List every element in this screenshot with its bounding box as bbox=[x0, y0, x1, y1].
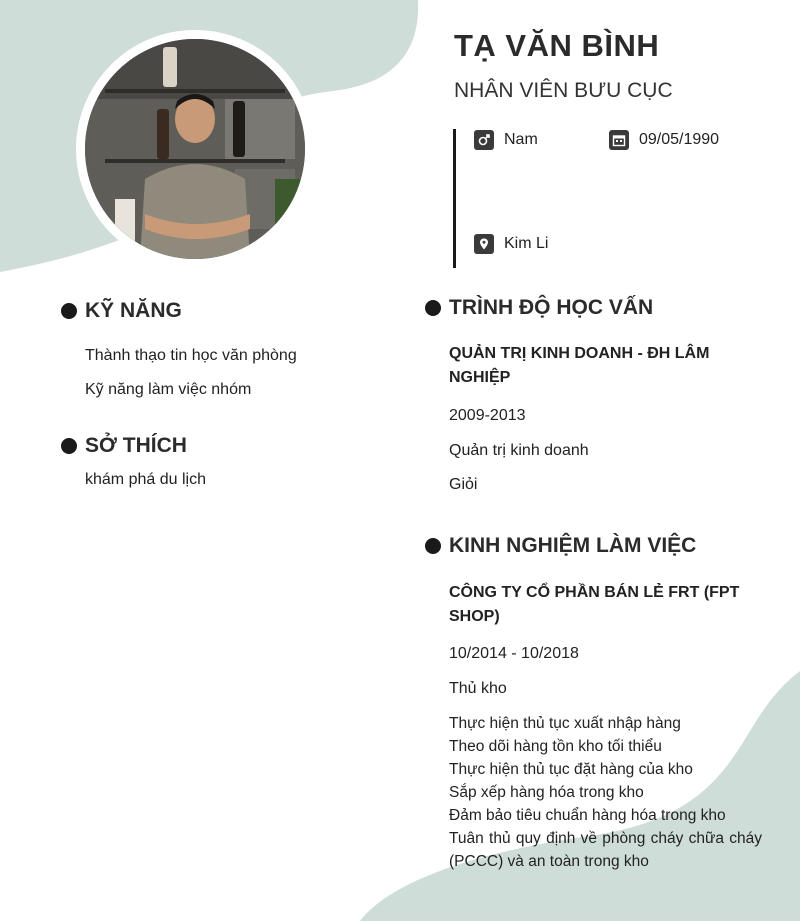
map-pin-icon bbox=[474, 234, 494, 254]
skills-heading-text: KỸ NĂNG bbox=[85, 299, 182, 322]
hobby-item: khám phá du lịch bbox=[85, 471, 206, 488]
hobbies-heading-text: SỞ THÍCH bbox=[85, 434, 187, 457]
bullet-icon bbox=[425, 538, 441, 554]
experience-company bbox=[449, 581, 739, 629]
skills-heading bbox=[61, 299, 182, 323]
duty-item: Thực hiện thủ tục đặt hàng của kho bbox=[449, 761, 693, 778]
duties-list bbox=[449, 712, 762, 873]
education-grade: Giỏi bbox=[449, 476, 478, 493]
job-title: NHÂN VIÊN BƯU CỤC bbox=[454, 79, 673, 102]
experience-heading bbox=[425, 534, 696, 558]
duty-item: Sắp xếp hàng hóa trong kho bbox=[449, 784, 644, 801]
education-heading-text: TRÌNH ĐỘ HỌC VẤN bbox=[449, 296, 654, 319]
education-title bbox=[449, 342, 709, 390]
duty-item: Theo dõi hàng tồn kho tối thiểu bbox=[449, 738, 662, 755]
address-info bbox=[474, 234, 548, 254]
duty-item: Thực hiện thủ tục xuất nhập hàng bbox=[449, 715, 681, 732]
dob-value: 09/05/1990 bbox=[639, 131, 720, 148]
education-period: 2009-2013 bbox=[449, 407, 526, 424]
skill-item: Thành thạo tin học văn phòng bbox=[85, 347, 297, 364]
experience-period: 10/2014 - 10/2018 bbox=[449, 645, 579, 662]
education-major: Quản trị kinh doanh bbox=[449, 442, 589, 459]
education-title-line: NGHIỆP bbox=[449, 369, 511, 386]
bullet-icon bbox=[425, 300, 441, 316]
gender-info bbox=[474, 130, 538, 150]
experience-position: Thủ kho bbox=[449, 680, 507, 697]
hobbies-heading bbox=[61, 434, 187, 458]
gender-value: Nam bbox=[504, 131, 538, 148]
calendar-icon bbox=[609, 130, 629, 150]
bullet-icon bbox=[61, 303, 77, 319]
skill-item: Kỹ năng làm việc nhóm bbox=[85, 381, 252, 398]
avatar bbox=[85, 39, 305, 259]
experience-heading-text: KINH NGHIỆM LÀM VIỆC bbox=[449, 534, 697, 557]
gender-icon bbox=[474, 130, 494, 150]
candidate-name: TẠ VĂN BÌNH bbox=[454, 28, 660, 63]
education-title-line: QUẢN TRỊ KINH DOANH - ĐH LÂM bbox=[449, 345, 710, 362]
duty-item: Tuân thủ quy định về phòng cháy chữa cháy (PCCC) và an toàn trong kho bbox=[449, 830, 762, 870]
date-of-birth-info bbox=[609, 130, 719, 150]
education-heading bbox=[425, 296, 653, 320]
duty-item: Đảm bảo tiêu chuẩn hàng hóa trong kho bbox=[449, 807, 726, 824]
info-divider bbox=[453, 129, 456, 268]
address-value: Kim Li bbox=[504, 235, 549, 252]
company-line: SHOP) bbox=[449, 608, 500, 625]
bullet-icon bbox=[61, 438, 77, 454]
company-line: CÔNG TY CỔ PHẦN BÁN LẺ FRT (FPT bbox=[449, 584, 740, 601]
